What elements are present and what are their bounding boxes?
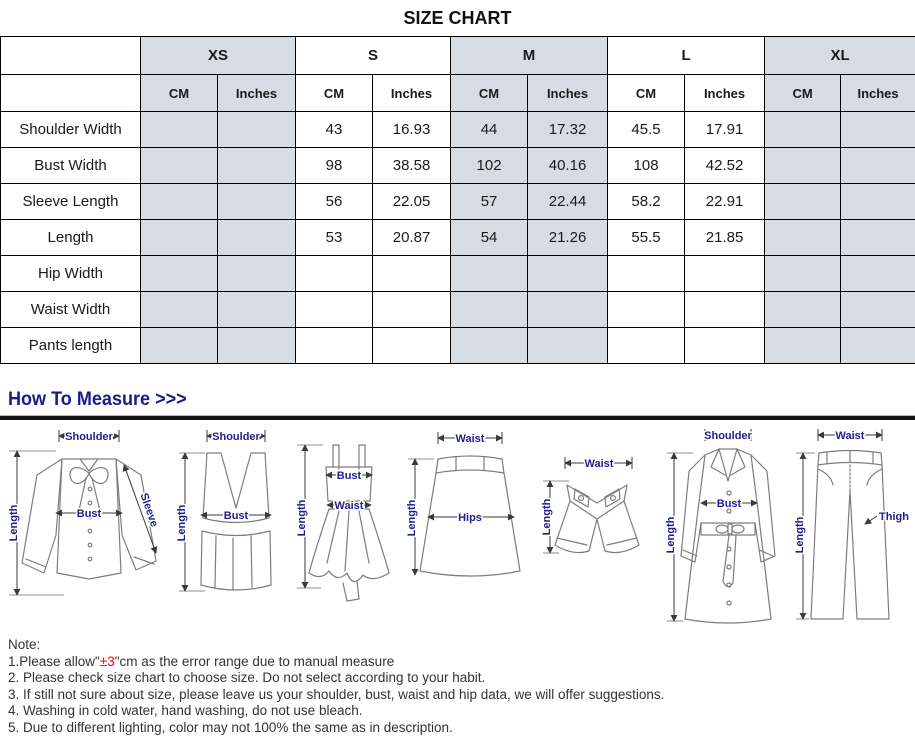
cell [528, 292, 608, 328]
dim-label-sleeve: Sleeve [137, 491, 161, 529]
cell [685, 292, 765, 328]
cell [765, 328, 841, 364]
cell [451, 328, 528, 364]
dim-label-bust: Bust [223, 510, 249, 522]
cell [765, 112, 841, 148]
cell [373, 328, 451, 364]
cell: 22.91 [685, 184, 765, 220]
corner-cell [1, 37, 141, 75]
table-row [1, 184, 915, 220]
cell [841, 220, 915, 256]
cell [608, 328, 685, 364]
cell [685, 328, 765, 364]
cell [765, 148, 841, 184]
dim-label-length: Length [794, 516, 806, 554]
cell [141, 148, 218, 184]
dim-label-length: Length [296, 499, 308, 537]
dim-label-length: Length [665, 516, 677, 554]
cell: 44 [451, 112, 528, 148]
dim-label-shoulder: Shoulder [65, 431, 113, 443]
cell [296, 256, 373, 292]
cell: 17.32 [528, 112, 608, 148]
table-row [1, 256, 915, 292]
cell [841, 292, 915, 328]
cell: 45.5 [608, 112, 685, 148]
cell [141, 328, 218, 364]
cell [296, 328, 373, 364]
cell [373, 256, 451, 292]
dim-label-thigh: Thigh [879, 511, 909, 523]
cell: 40.16 [528, 148, 608, 184]
cell [218, 256, 296, 292]
pants-illustration [791, 423, 911, 628]
row-label: Waist Width [1, 292, 141, 328]
cell [841, 184, 915, 220]
dim-label-length: Length [8, 504, 20, 542]
corner-cell [1, 75, 141, 112]
tank-top-illustration [171, 423, 291, 628]
unit-header: Inches [218, 75, 296, 112]
cell [841, 112, 915, 148]
table-row [1, 112, 915, 148]
cell [141, 184, 218, 220]
unit-header: Inches [841, 75, 915, 112]
dim-label-length: Length [541, 498, 553, 536]
row-label: Hip Width [1, 256, 141, 292]
dim-label-hips: Hips [458, 512, 482, 524]
size-header-xs: XS [141, 37, 296, 75]
notes-section [8, 637, 915, 736]
unit-header: CM [296, 75, 373, 112]
cell [608, 256, 685, 292]
cell [218, 220, 296, 256]
table-row [1, 148, 915, 184]
skirt-illustration [400, 423, 535, 628]
dim-label-waist: Waist [584, 458, 614, 470]
how-to-measure-heading: How To Measure >>> [8, 389, 187, 410]
unit-header: CM [141, 75, 218, 112]
cell [218, 148, 296, 184]
cell [528, 256, 608, 292]
shorts-outline [555, 485, 639, 553]
cell [685, 256, 765, 292]
row-label: Sleeve Length [1, 184, 141, 220]
dim-label-length: Length [176, 504, 188, 542]
unit-header: Inches [528, 75, 608, 112]
cell [451, 256, 528, 292]
shorts-illustration [537, 423, 657, 628]
cell: 54 [451, 220, 528, 256]
cell [218, 184, 296, 220]
size-header-s: S [296, 37, 451, 75]
cell [528, 328, 608, 364]
cell: 58.2 [608, 184, 685, 220]
cell: 38.58 [373, 148, 451, 184]
dim-label-bust: Bust [336, 470, 362, 482]
cell [608, 292, 685, 328]
cell: 43 [296, 112, 373, 148]
cell [451, 292, 528, 328]
note-line-3: 3. If still not sure about size, please leave us your shoulder, bust, waist and hip data, we will offer suggestions. [8, 686, 665, 702]
cell [765, 184, 841, 220]
note-1-prefix: 1.Please allow" [8, 653, 100, 669]
size-header-l: L [608, 37, 765, 75]
cell: 17.91 [685, 112, 765, 148]
row-label: Pants length [1, 328, 141, 364]
dim-label-shoulder: Shoulder [212, 431, 260, 443]
table-row [1, 292, 915, 328]
cell: 42.52 [685, 148, 765, 184]
cell [765, 256, 841, 292]
size-chart-table [0, 36, 915, 364]
cell: 108 [608, 148, 685, 184]
cell: 22.44 [528, 184, 608, 220]
row-label: Shoulder Width [1, 112, 141, 148]
dim-label-waist: Waist [455, 433, 485, 445]
notes-heading: Note: [8, 637, 41, 652]
cell: 16.93 [373, 112, 451, 148]
row-label: Bust Width [1, 148, 141, 184]
dress-outline [309, 445, 389, 601]
cell [141, 112, 218, 148]
cell [841, 256, 915, 292]
size-header-xl: XL [765, 37, 915, 75]
cell [218, 112, 296, 148]
unit-header: Inches [685, 75, 765, 112]
table-row [1, 220, 915, 256]
note-line-1 [8, 654, 915, 671]
note-line-4: 4. Washing in cold water, hand washing, do not use bleach. [8, 703, 363, 718]
cell: 21.26 [528, 220, 608, 256]
cell: 56 [296, 184, 373, 220]
cell: 98 [296, 148, 373, 184]
blouse-illustration [4, 423, 169, 628]
pants-outline [811, 451, 889, 620]
unit-header-row [1, 75, 915, 112]
measure-figures [0, 420, 915, 630]
table-row [1, 328, 915, 364]
note-1-tolerance: ±3 [99, 653, 115, 669]
cell [218, 292, 296, 328]
page-title: SIZE CHART [403, 8, 512, 28]
cell [765, 220, 841, 256]
cell: 102 [451, 148, 528, 184]
dim-label-length: Length [406, 499, 418, 537]
dim-label-waist: Waist [835, 430, 865, 442]
cell [296, 292, 373, 328]
unit-header: CM [765, 75, 841, 112]
cell: 53 [296, 220, 373, 256]
cell [373, 292, 451, 328]
unit-header: Inches [373, 75, 451, 112]
cell [841, 328, 915, 364]
dim-label-bust: Bust [76, 508, 102, 520]
cell [218, 328, 296, 364]
note-line-5: 5. Due to different lighting, color may not 100% the same as in description. [8, 719, 453, 735]
unit-header: CM [608, 75, 685, 112]
cell [141, 292, 218, 328]
unit-header: CM [451, 75, 528, 112]
cell: 55.5 [608, 220, 685, 256]
row-label: Length [1, 220, 141, 256]
coat-outline [681, 449, 775, 623]
dress-illustration [293, 423, 398, 628]
coat-illustration [659, 423, 789, 628]
cell: 20.87 [373, 220, 451, 256]
size-header-row [1, 37, 915, 75]
cell: 22.05 [373, 184, 451, 220]
cell [841, 148, 915, 184]
dim-label-bust: Bust [716, 498, 742, 510]
cell [141, 256, 218, 292]
cell: 57 [451, 184, 528, 220]
note-line-2: 2. Please check size chart to choose size. Do not select according to your habit. [8, 670, 486, 685]
note-1-suffix: "cm as the error range due to manual measure [114, 653, 395, 669]
size-header-m: M [451, 37, 608, 75]
cell: 21.85 [685, 220, 765, 256]
cell [765, 292, 841, 328]
dim-label-shoulder: Shoulder [704, 430, 752, 442]
cell [141, 220, 218, 256]
dim-label-waist: Waist [334, 500, 364, 512]
